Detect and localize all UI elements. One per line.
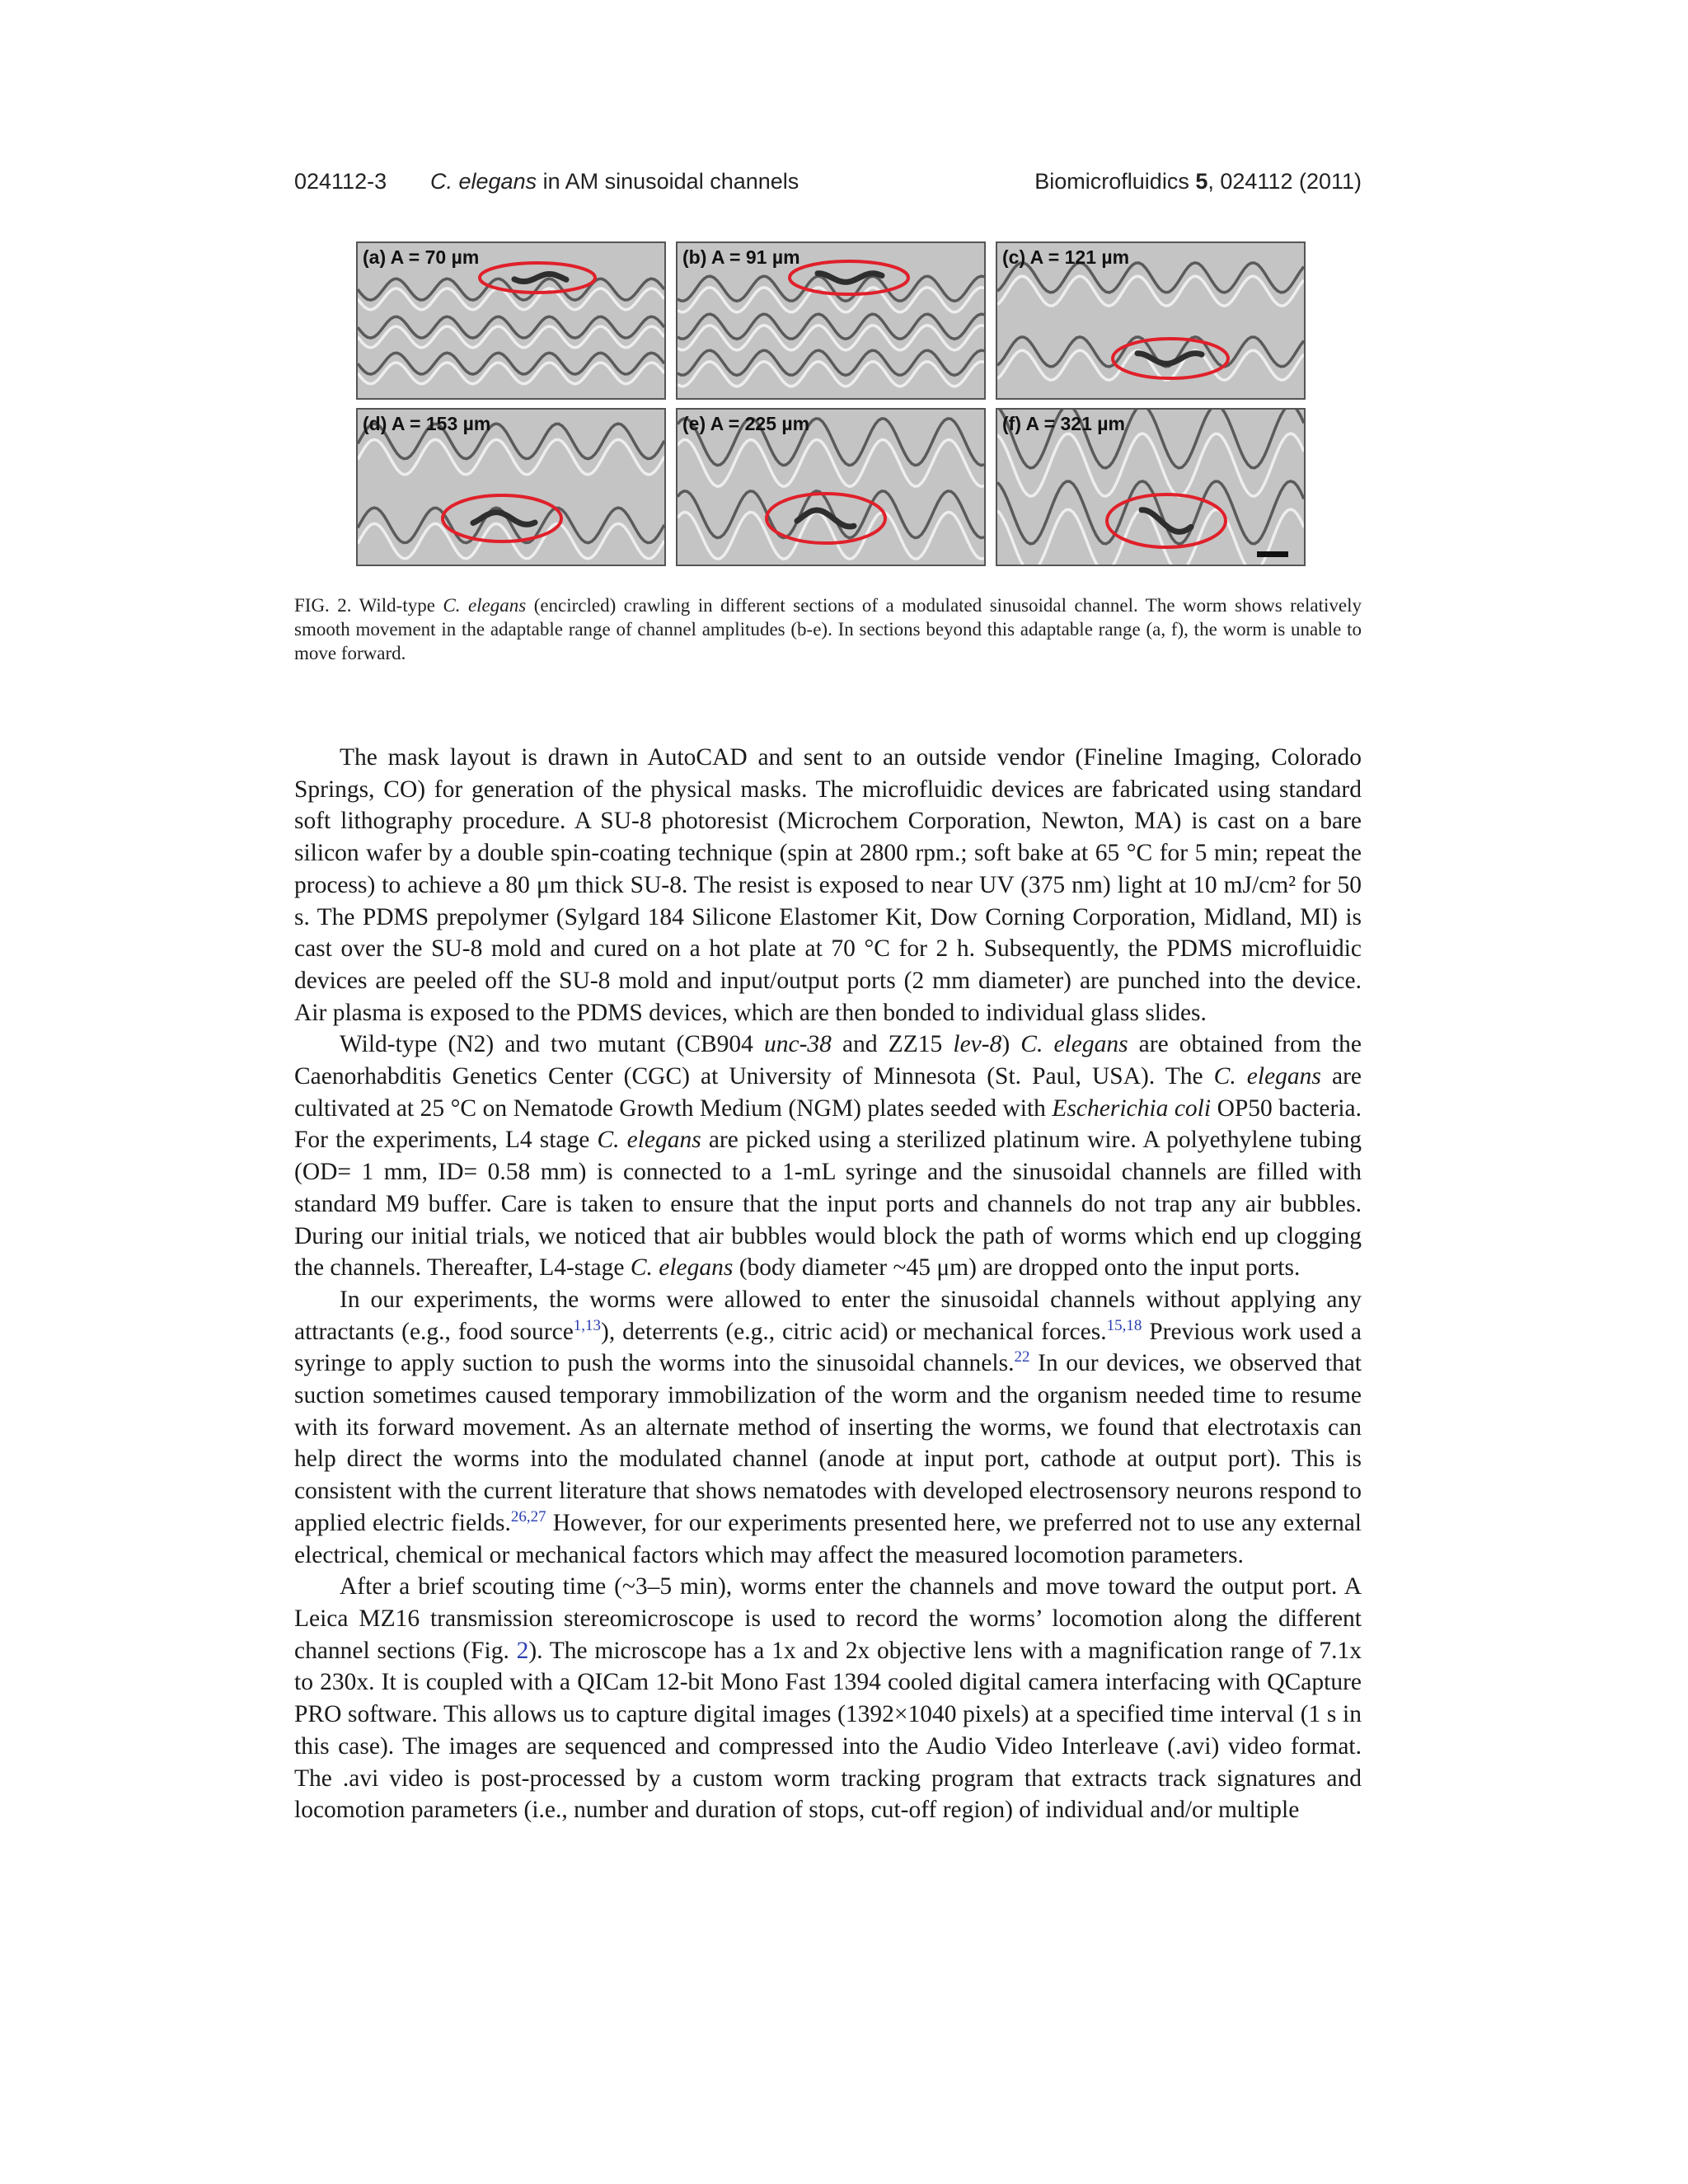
body-text xyxy=(294,742,1362,1826)
figure-2 xyxy=(356,241,1306,566)
panel-label: (b) A = 91 µm xyxy=(682,246,800,268)
paragraph-imaging xyxy=(294,1571,1362,1826)
caption-prefix: FIG. 2. Wild-type xyxy=(294,595,443,616)
text-run: However, for our experiments presented here, we preferred not to use any external electrical, chemical or mechanical factors which may affect the measured locomotion parameters. xyxy=(294,1509,1362,1568)
journal-name: Biomicrofluidics xyxy=(1034,169,1196,194)
figure-panel-f xyxy=(996,408,1306,566)
page-number: 024112-3 xyxy=(294,169,387,194)
italic-run: C. elegans xyxy=(1213,1063,1321,1090)
panel-label: (e) A = 225 µm xyxy=(682,413,810,434)
text-run: In our experiments, the worms were allowed to enter the sinusoidal channels without applying any attractants (e.g., food source xyxy=(294,1286,1362,1345)
figure-panel-c xyxy=(996,241,1306,400)
text-run: (body diameter ~45 μm) are dropped onto the input ports. xyxy=(733,1254,1301,1282)
text-run: OP50 bacteria. For the experiments, L4 stage xyxy=(294,1094,1362,1154)
text-run: In our devices, we observed that suction sometimes caused temporary immobilization of the worm and the organism needed time to resume with its forward movement. As an alternate method of inserting the worms, we found that electrotaxis can help direct the worms into the modulated channel (anode at input port, cathode at output port). This is consistent with the current literature that shows nematodes with developed electrosensory neurons respond to applied electric fields. xyxy=(294,1350,1362,1536)
paragraph-fabrication: The mask layout is drawn in AutoCAD and sent to an outside vendor (Fineline Imaging, Colorado Springs, CO) for generation of the physical masks. The microfluidic devices are fabricated using standard soft lithography procedure. A SU-8 photoresist (Microchem Corporation, Newton, MA) is cast on a bare silicon wafer by a double spin-coating technique (spin at 2800 rpm.; soft bake at 65 °C for 5 min; repeat the process) to achieve a 80 μm thick SU-8. The resist is exposed to near UV (375 nm) light at 10 mJ/cm² for 50 s. The PDMS prepolymer (Sylgard 184 Silicone Elastomer Kit, Dow Corning Corporation, Midland, MI) is cast over the SU-8 mold and cured on a hot plate at 70 °C for 2 h. Subsequently, the PDMS microfluidic devices are peeled off the SU-8 mold and input/output ports (2 mm diameter) are punched into the device. Air plasma is exposed to the PDMS devices, which are then bonded to individual glass slides. xyxy=(294,744,1362,1026)
running-title-rest: in AM sinusoidal channels xyxy=(537,169,799,194)
citation-link[interactable]: 1,13 xyxy=(573,1316,602,1334)
journal-issue: , 024112 (2011) xyxy=(1207,169,1362,194)
journal-citation xyxy=(1034,169,1362,194)
text-run: After a brief scouting time (~3–5 min), worms enter the channels and move toward the output port. A Leica MZ16 transmission stereomicroscope is used to record the worms’ locomotion along the different channel sections (Fig. xyxy=(294,1573,1362,1664)
figure-panel-d xyxy=(356,408,666,566)
text-run: are cultivated at 25 °C on Nematode Growth Medium (NGM) plates seeded with xyxy=(294,1063,1362,1122)
journal-volume: 5 xyxy=(1195,169,1208,194)
panel-label: (c) A = 121 µm xyxy=(1002,246,1130,268)
text-run: and ZZ15 xyxy=(831,1031,954,1058)
italic-run: unc-38 xyxy=(763,1031,832,1058)
paragraph-worm-culture xyxy=(294,1029,1362,1284)
text-run: Wild-type (N2) and two mutant (CB904 xyxy=(340,1031,764,1058)
paragraph-worm-insertion xyxy=(294,1284,1362,1571)
text-run: are picked using a sterilized platinum wire. A polyethylene tubing (OD= 1 mm, ID= 0.58 mm) is connected to a 1-mL syringe and the sinusoidal channels are filled with standard M9 buffer. Care is taken to ensure that the input ports and channels do not trap any air bubbles. During our initial trials, we noticed that air bubbles would block the path of worms which end up clogging the channels. Thereafter, L4-stage xyxy=(294,1127,1362,1282)
text-run: ). The microscope has a 1x and 2x objective lens with a magnification range of 7.1x to 230x. It is coupled with a QICam 12-bit Mono Fast 1394 cooled digital camera interfacing with QCapture PRO software. This allows us to capture digital images (1392×1040 pixels) at a specified time interval (1 s in this case). The images are sequenced and compressed into the Audio Video Interleave (.avi) video format. The .avi video is post-processed by a custom worm tracking program that extracts track signatures and locomotion parameters (i.e., number and duration of stops, cut-off region) of individual and/or multiple xyxy=(294,1637,1362,1824)
text-run: ), deterrents (e.g., citric acid) or mechanical forces. xyxy=(601,1318,1107,1345)
citation-link[interactable]: 26,27 xyxy=(510,1508,546,1526)
scale-bar xyxy=(1257,551,1288,557)
panel-label: (f) A = 321 µm xyxy=(1002,413,1125,434)
italic-run: Escherichia coli xyxy=(1052,1094,1212,1122)
running-header xyxy=(294,169,1362,202)
running-title-species: C. elegans xyxy=(430,169,537,194)
text-run: are obtained from the Caenorhabditis Genetics Center (CGC) at University of Minnesota (St. Paul, USA). The xyxy=(294,1031,1362,1090)
italic-run: lev-8 xyxy=(953,1031,1002,1058)
caption-species: C. elegans xyxy=(443,595,527,616)
figure-caption xyxy=(294,593,1362,665)
running-title xyxy=(430,169,799,194)
panel-label: (d) A = 153 µm xyxy=(363,413,491,434)
figure-panel-b xyxy=(676,241,986,400)
figure-link[interactable]: 2 xyxy=(516,1637,529,1664)
citation-link[interactable]: 15,18 xyxy=(1106,1316,1142,1334)
italic-run: C. elegans xyxy=(1020,1031,1128,1058)
citation-link[interactable]: 22 xyxy=(1014,1348,1030,1366)
caption-text: (encircled) crawling in different sections of a modulated sinusoidal channel. The worm shows relatively smooth movement in the adaptable range of channel amplitudes (b-e). In sections beyond this adaptable range (a, f), the worm is unable to move forward. xyxy=(294,595,1362,663)
italic-run: C. elegans xyxy=(630,1254,734,1282)
text-run: Previous work used a syringe to apply suction to push the worms into the sinusoidal channels. xyxy=(294,1318,1362,1377)
figure-panel-a xyxy=(356,241,666,400)
text-run: ) xyxy=(1001,1031,1021,1058)
panel-label: (a) A = 70 µm xyxy=(363,246,480,268)
italic-run: C. elegans xyxy=(597,1127,701,1154)
figure-panel-e xyxy=(676,408,986,566)
